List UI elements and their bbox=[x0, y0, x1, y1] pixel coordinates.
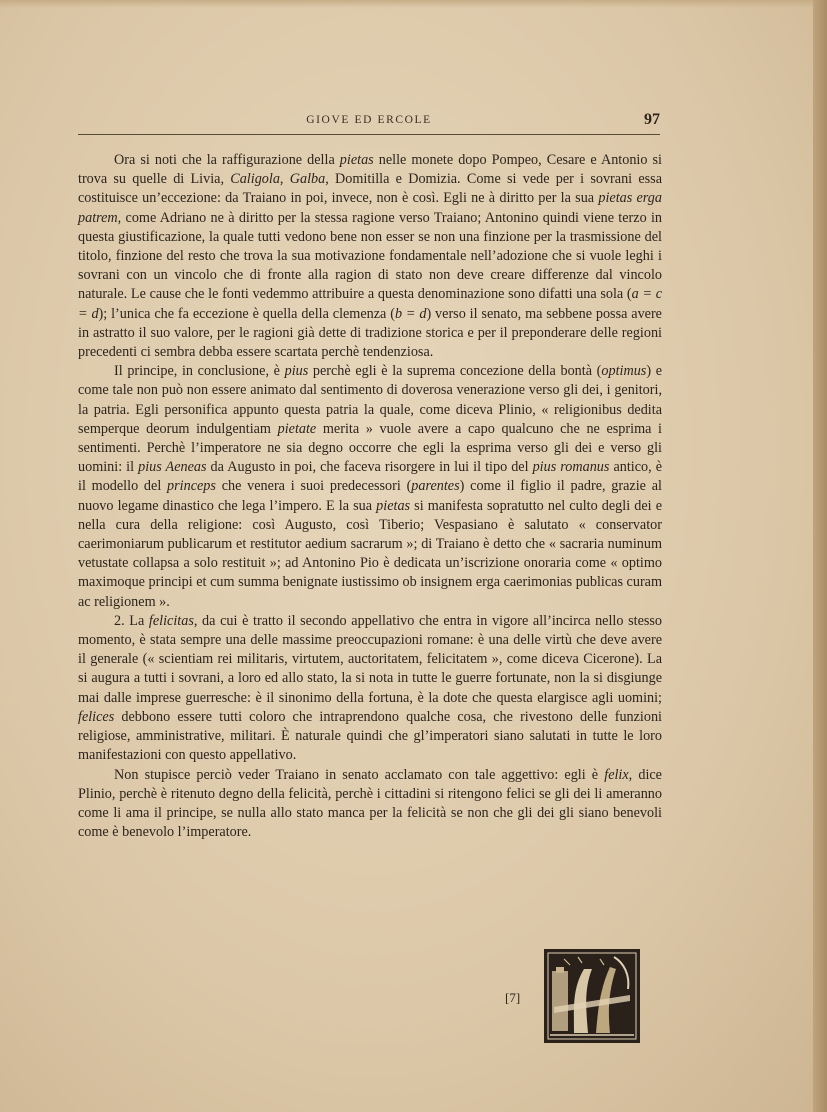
italic-run: b = d bbox=[394, 305, 427, 322]
italic-run: optimus bbox=[601, 363, 647, 380]
italic-run: parentes bbox=[411, 478, 460, 495]
italic-run: pietas bbox=[376, 497, 411, 514]
text-run: ); l’unica che fa eccezione è quella della clemenza ( bbox=[98, 305, 395, 322]
text-run: antico, è il modello del bbox=[78, 459, 662, 495]
italic-run: pietate bbox=[277, 420, 317, 437]
italic-run: pietas erga patrem bbox=[78, 190, 662, 226]
italic-run: felix bbox=[604, 766, 629, 783]
text-run: si manifesta sopratutto nel culto degli dei e nella cura della religione: così Augusto, così Tiberio; Vespasiano è salutato « conservator caerimoniarum publicarum et restitutor aedium sacrarum »; di Traiano è detto che « sacraria numinum vetustate collapsa a solo restituit »; ad Antonino Pio è dedicata un’iscrizione onoraria come « optimo maximoque principi et cum summa benignate iustissimo ob insignem erga caerimonias publicas curam ac religionem ». bbox=[78, 497, 662, 610]
text-run: Ora si noti che la raffigurazione della bbox=[114, 152, 340, 168]
italic-run: felices bbox=[78, 708, 115, 725]
text-run: , dice Plinio, perchè è ritenuto degno della felicità, perchè i cittadini si ritengono felici se gli dei li ameranno come li ama il principe, se nulla allo stato manca per la felicità se non che gli dei gli siano benevoli come è benevolo l’imperatore. bbox=[78, 766, 662, 841]
text-run: da Augusto in poi, che faceva risorgere in lui il tipo del bbox=[206, 459, 533, 476]
running-head: GIOVE ED ERCOLE bbox=[306, 114, 432, 126]
italic-run: a = c = d bbox=[78, 286, 662, 322]
text-run: che venera i suoi predecessori ( bbox=[215, 478, 412, 495]
text-run: Non stupisce perciò veder Traiano in senato acclamato con tale aggettivo: egli è bbox=[114, 766, 605, 783]
page-header bbox=[78, 110, 660, 135]
text-run: ) come il figlio il padre, grazie al nuovo legame dinastico che lega l’impero. E la sua bbox=[78, 478, 662, 514]
text-run: debbono essere tutti coloro che intraprendono qualche cosa, che rivestono delle funzioni religiose, amministrative, militari. È naturale quindi che gl’imperatori siano salutati in tutte le loro manifestazioni con questo appellativo. bbox=[78, 708, 662, 764]
italic-run: pius romanus bbox=[532, 459, 610, 476]
paragraph bbox=[78, 766, 662, 843]
text-run: perchè egli è la suprema concezione della bontà ( bbox=[308, 363, 602, 380]
text-run: , da cui è tratto il secondo appellativo che entra in vigore all’incirca nello stesso momento, è stata sempre una delle massime preoccupazioni romane: è una delle virtù che deve avere il generale (« scientiam rei militaris, virtutem, auctoritatem, felicitatem », come diceva Cicerone). La si augura a tutti i sovrani, a loro ed allo stato, la si nota in tutte le guerre fortunate, non la si disgiunge mai dalle imprese guerresche: è il sinonimo della fortuna, è la dote che questa elargisce agli uomini; bbox=[78, 612, 663, 706]
text-run: , bbox=[279, 171, 290, 188]
text-run: , Domitilla e Domizia. Come si vede per i sovrani essa costituisce un’eccezione: da Traiano in poi, invece, non è così. Egli ne à diritto per la sua bbox=[78, 171, 662, 207]
italic-run: Galba bbox=[289, 171, 326, 188]
text-run: ) e come tale non può non essere animato dal sentimento di doverosa venerazione verso gli dei, i genitori, la patria. Egli personifica appunto questa patria la quale, come diceva Plinio, « religionibus dedita semperque deorum indulgentiam bbox=[78, 363, 662, 437]
text-run: 2. La bbox=[114, 612, 149, 629]
signature-mark: [7] bbox=[505, 990, 521, 1005]
page-number: 97 bbox=[644, 111, 660, 128]
paragraph bbox=[78, 612, 662, 766]
text-run: , come Adriano ne à diritto per la stessa ragione verso Traiano; Antonino quindi viene terzo in questa giustificazione, la quale tutti vedono bene non esser se non una finzione per la trasmissione del titolo, finzione del resto che trova la sua motivazione fondamentale nell’adozione che si vuole leghi i sovrani con un vincolo che di fronte alla ragion di stato non deve creare differenze dal vincolo naturale. Le cause che le fonti vedemmo attribuire a questa denominazione sono difatti una sola ( bbox=[78, 209, 662, 303]
text-run: nelle monete dopo Pompeo, Cesare e Antonio si trova su quelle di Livia, bbox=[78, 152, 662, 188]
page-top-edge bbox=[0, 0, 827, 8]
italic-run: princeps bbox=[167, 478, 216, 495]
text-run: Il principe, in conclusione, è bbox=[114, 363, 285, 380]
paragraph bbox=[78, 362, 662, 612]
body-text bbox=[78, 151, 662, 842]
italic-run: pius bbox=[284, 363, 309, 380]
text-run: ) verso il senato, ma sebbene possa avere in astratto il suo valore, per le ragioni già dette di tradizione storica e per il preponderare delle regioni precedenti ci sembra debba essere scartata perchè tendenziosa. bbox=[78, 305, 662, 361]
italic-run: pius Aeneas bbox=[138, 459, 207, 476]
text-run: merita » vuole avere a capo qualcuno che ne esprima i sentimenti. Perchè l’imperatore ne sia degno occorre che egli la esprima verso gli dei e verso gli uomini: il bbox=[78, 420, 662, 476]
page-right-edge bbox=[813, 0, 827, 1112]
woodcut-vignette bbox=[544, 949, 640, 1043]
italic-run: Caligola bbox=[230, 171, 280, 188]
italic-run: pietas bbox=[339, 152, 374, 168]
italic-run: felicitas bbox=[148, 612, 194, 629]
paragraph bbox=[78, 151, 662, 362]
